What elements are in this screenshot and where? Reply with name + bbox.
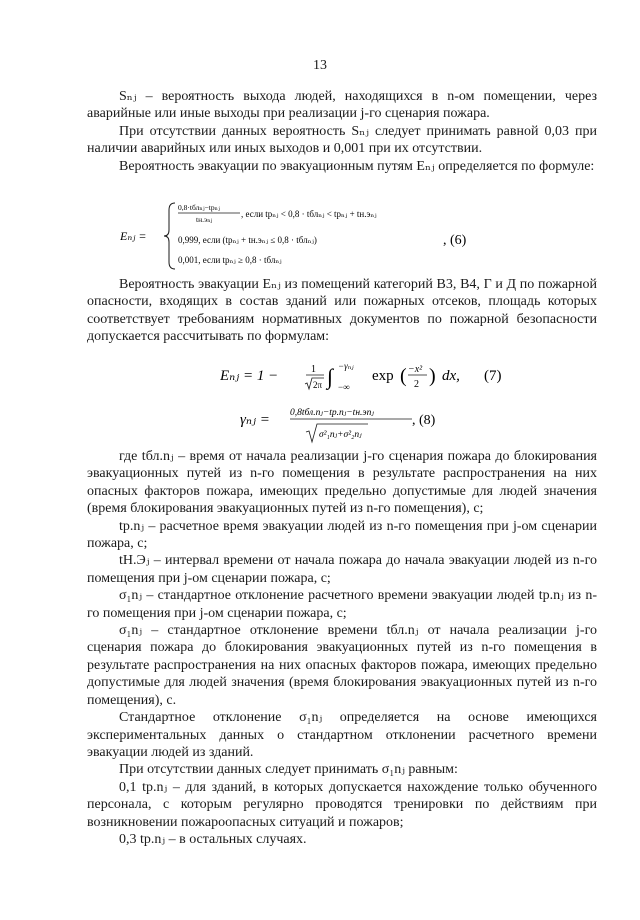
paragraph-snj-definition: Sₙⱼ – вероятность выхода людей, находящихся в n-ом помещении, через аварийные или иные выходы при реализации j-го сценария пожара. bbox=[87, 89, 597, 122]
formula-8-lhs: γₙⱼ = bbox=[240, 412, 270, 428]
paragraph-trained-staff: 0,1 tр.nⱼ – для зданий, в которых допускается нахождение только обученного персонала, с которым регулярно проводятся тренировки по действиям при возникновении пожароопасных ситуаций и пожаров; bbox=[87, 779, 597, 830]
formula-7-paren-left: ( bbox=[400, 365, 407, 387]
paragraph-snj-default: При отсутствии данных вероятность Sₙⱼ следует принимать равной 0,03 при наличии аварийных или иных выходов и 0,001 при их отсутствии. bbox=[87, 123, 597, 157]
text-block-middle bbox=[87, 276, 597, 346]
paragraph-enj-intro: Вероятность эвакуации по эвакуационным путям Eₙⱼ определяется по формуле: bbox=[119, 158, 595, 174]
formula-7-exp-denominator: 2 bbox=[414, 379, 419, 390]
formula-6 bbox=[120, 200, 600, 272]
paragraph-sigma1-definition: σ₁nⱼ – стандартное отклонение расчетного времени эвакуации людей tр.nⱼ из n-го помещения при j-ом сценарии пожара, с; bbox=[87, 588, 597, 621]
formula-7-one: 1 bbox=[311, 364, 316, 375]
formula-7-upper-limit: −γₙⱼ bbox=[338, 361, 354, 371]
formula-6-lhs: Eₙⱼ = bbox=[120, 229, 147, 243]
paragraph-tr-definition: tр.nⱼ – расчетное время эвакуации людей из n-го помещения при j-ом сценарии пожара, с; bbox=[87, 518, 597, 552]
formula-7-lhs: Eₙⱼ = 1 − bbox=[220, 368, 279, 384]
paragraph-sigma-source: Стандартное отклонение σ₁nⱼ определяется на основе имеющихся экспериментальных данных о стандартном отклонении расчетного времени эвакуации людей из зданий. bbox=[87, 710, 597, 760]
formula-6-case-1: , если tрₙⱼ < 0,8 · tблₙⱼ < tрₙⱼ + tн.эₙⱼ bbox=[241, 209, 377, 219]
formula-8 bbox=[240, 400, 600, 446]
paragraph-sigma-default: При отсутствии данных следует принимать σ₁nⱼ равным: bbox=[119, 762, 458, 778]
formula-7-exp: exp bbox=[372, 368, 394, 384]
formula-7-paren-right: ) bbox=[429, 365, 436, 387]
formula-6-case-2: 0,999, если (tрₙⱼ + tн.эₙⱼ ≤ 0,8 · tблₙⱼ) bbox=[178, 235, 317, 245]
paragraph-enj-categories: Вероятность эвакуации Eₙⱼ из помещений категорий В3, В4, Г и Д по пожарной опасности, входящих в состав зданий или пожарных отсеков, площадь которых соответствует требованиям нормативных документов по пожарной безопасности допускается рассчитывать по формулам: bbox=[87, 277, 597, 345]
formula-6-numerator: 0,8·tблₙⱼ−tрₙⱼ bbox=[178, 203, 220, 212]
formula-7-dx: dx, bbox=[442, 368, 460, 384]
paragraph-tne-definition: tН.Эⱼ – интервал времени от начала пожара до начала эвакуации людей из n-го помещения при j-ом сценарии пожара, с; bbox=[87, 553, 597, 586]
formula-7-integral: ∫ bbox=[327, 364, 334, 389]
formula-7-number: (7) bbox=[484, 368, 502, 384]
text-block-top bbox=[87, 88, 597, 175]
formula-6-denominator: tн.эₙⱼ bbox=[196, 215, 213, 224]
paragraph-sigma2-definition: σ₁nⱼ – стандартное отклонение времени tбл.nⱼ от начала реализации j-го сценария пожара до блокирования эвакуационных путей из n-го помещения в результате распространения на них опасных факторов пожара, имеющих предельно допустимые для людей значения (время блокирования эвакуационных путей из n-го помещения), с. bbox=[87, 623, 597, 708]
formula-7-lower-limit: −∞ bbox=[338, 382, 350, 392]
formula-6-number: , (6) bbox=[443, 233, 467, 248]
paragraph-tbl-definition: где tбл.nⱼ – время от начала реализации j-го сценария пожара до блокирования эвакуационных путей из n-го помещения в результате распространения на них опасных факторов пожара, имеющих предельно допустимые для людей значения (время блокирования эвакуационных путей из n-го помещения), с; bbox=[87, 449, 597, 517]
text-block-bottom bbox=[87, 448, 597, 848]
formula-6-brace bbox=[164, 203, 175, 269]
formula-6-case-3: 0,001, если tрₙⱼ ≥ 0,8 · tблₙⱼ bbox=[178, 255, 282, 265]
formula-7-exp-numerator: −x² bbox=[408, 364, 423, 375]
formula-7-sqrt-arg: 2π bbox=[313, 380, 323, 390]
formula-8-number: , (8) bbox=[412, 413, 436, 428]
page-number: 13 bbox=[313, 58, 327, 73]
paragraph-other-cases: 0,3 tр.nⱼ – в остальных случаях. bbox=[119, 831, 307, 847]
formula-8-denominator: σ²₁nⱼ+σ²₂nⱼ bbox=[319, 430, 362, 440]
formula-8-numerator: 0,8tбл.nⱼ−tр.nⱼ−tн.эnⱼ bbox=[290, 408, 374, 418]
formula-7 bbox=[220, 358, 600, 394]
